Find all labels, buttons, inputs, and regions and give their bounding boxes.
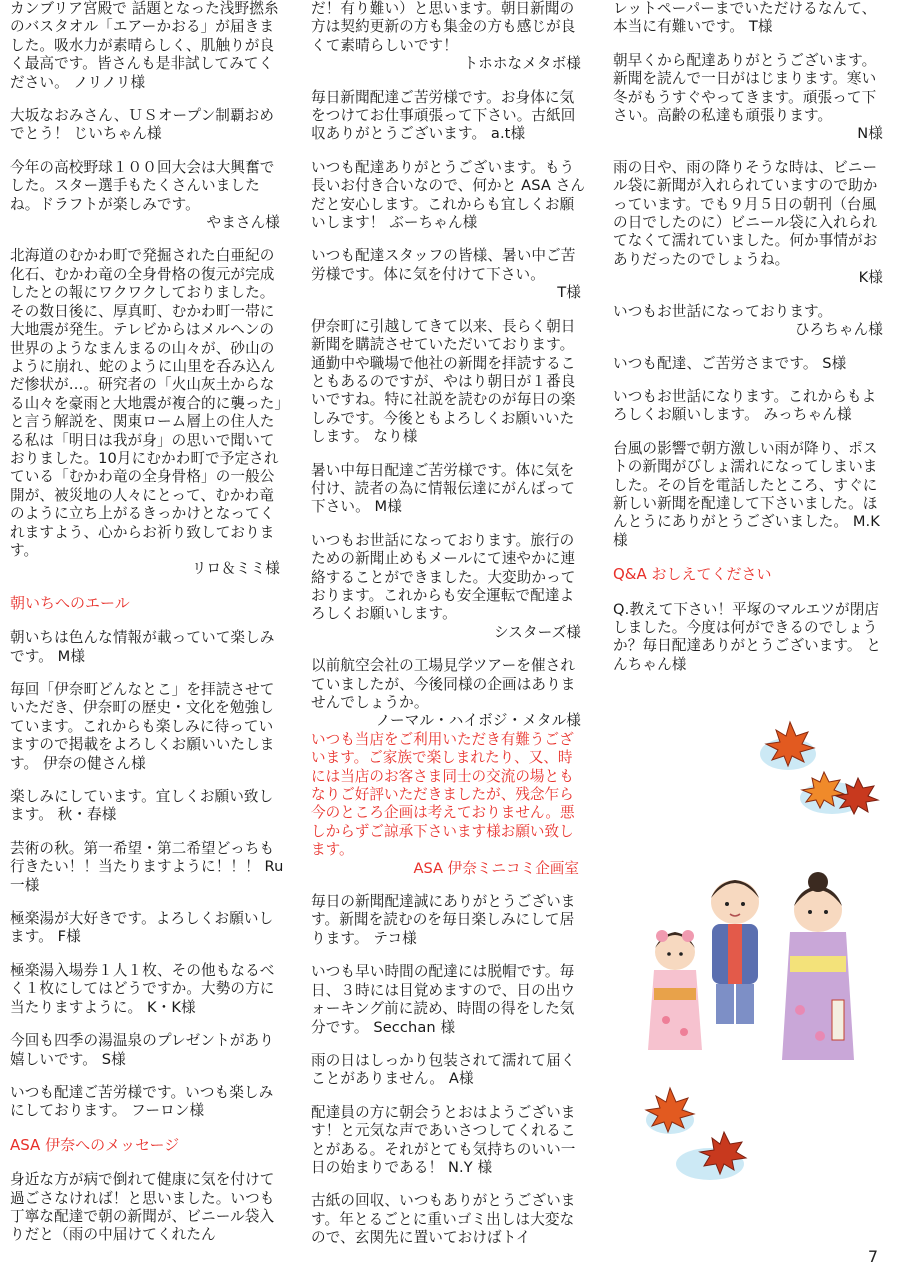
- letter: 極楽湯が大好きです。よろしくお願いします。 F様: [10, 910, 274, 946]
- letter: 毎日新聞配達ご苦労様です。お身体に気をつけてお仕事頑張って下さい。古紙回収ありがとうございます。 a.t様: [311, 88, 576, 143]
- letter: 配達員の方に朝会うとおはようございます！と元気な声であいさつしてくれることがある。それがとても気持ちのいい一日の始まりである！ N.Y 様: [311, 1103, 576, 1176]
- shop-reply: いつも当店をご利用いただき有難うございます。ご家族で楽しまれたり、又、時には当店のお客さま同士の交流の場ともなりご好評いただきましたが、残念乍ら今のところ企画は考えておりません。悪しからずご諒承下さいます様お願い致します。: [311, 730, 575, 859]
- letter-text: いつもお世話になっております。旅行のための新聞止めもメールにて速やかに連絡することができました。大変助かっております。これからも安全運転で配達よろしくお願いします。: [311, 531, 576, 623]
- letter: [10, 247, 286, 578]
- letter-signature: K様: [858, 269, 883, 287]
- letter-signature: ノーマル・ハイボジ・メタル様: [375, 712, 581, 730]
- section-heading-asa-ina-message: ASA 伊奈へのメッセージ: [10, 1135, 180, 1154]
- letter-text: いつもお世話になっております。: [613, 302, 833, 320]
- letter-text: 朝早くから配達ありがとうございます。新聞を読んで一日がはじまります。寒い冬がもうすぐやってきます。頑張って下さい。高齢の私達も頑張ります。: [613, 51, 877, 125]
- letter-signature: ひろちゃん様: [794, 321, 883, 339]
- letter: 極楽湯入場券１人１枚、その他もなるべく１枚にしてはどうですか。大勢の方に当たりますように。 K・K様: [10, 961, 275, 1016]
- letter-text: 雨の日や、雨の降りそうな時は、ビニール袋に新聞が入れられていますので助かっています。でも９月５日の朝刊（台風の日でしたのに）ビニール袋に入れられてなくて濡れていました。何か事情がおありだったのでしょうね。: [613, 158, 878, 268]
- letter: レットペーパーまでいただけるなんて、本当に有難いです。 T様: [613, 0, 877, 36]
- letter: 毎回「伊奈町どんなとこ」を拝読させていただき、伊奈町の歴史・文化を勉強しています。これからも楽しみに待っていますので掲載をよろしくお願いいたします。 伊奈の健さん様: [10, 681, 275, 772]
- letter: 台風の影響で朝方激しい雨が降り、ポストの新聞がびしょ濡れになってしまいました。その旨を電話したところ、すぐに新しい新聞を配達して下さいました。ほんとうにありがとうございました。 M.K様: [613, 439, 880, 549]
- letter: [10, 159, 286, 233]
- letter: 朝いちは色んな情報が載っていて楽しみです。 M様: [10, 629, 275, 665]
- section-heading-qa: Q&A おしえてください: [613, 565, 772, 584]
- letter: いつも配達ありがとうございます。もう長いお付き合いなので、何かと ASA さんだと安心します。これからも宜しくお願いします！ ぶーちゃん様: [311, 158, 586, 232]
- letter: 毎日の新聞配達誠にありがとうございます。新聞を読むのを毎日楽しみにして居ります。 テコ様: [311, 893, 576, 947]
- small-girl-figure: [648, 930, 702, 1050]
- letter: 雨の日はしっかり包装されて濡れて届くことがありません。 A様: [311, 1051, 576, 1088]
- letter: いつも配達ご苦労様です。いつも楽しみにしております。 フーロン様: [10, 1083, 274, 1120]
- older-girl-figure: [782, 872, 854, 1060]
- letter-text: 以前航空会社の工場見学ツアーを催されていましたが、今後同様の企画はありませんでしょうか。: [311, 657, 576, 711]
- maple-leaves-illustration: [750, 712, 880, 822]
- boy-figure: [711, 880, 759, 1024]
- letter: 暑い中毎日配達ご苦労様です。体に気を付け、読者の為に情報伝達にがんばって下さい。 M様: [311, 461, 575, 516]
- letter-signature: リロ＆ミミ様: [191, 560, 280, 578]
- letter-signature: やまさん様: [206, 214, 280, 232]
- letter: [311, 657, 587, 731]
- letter: 大坂なおみさん、ＵＳオープン制覇おめでとう！ じいちゃん様: [10, 107, 275, 143]
- letter: 古紙の回収、いつもありがとうございます。年とるごとに重いゴミ出しは大変なので、玄関先に置いておけばトイ: [311, 1192, 576, 1247]
- letter: いつもお世話になります。これからもよろしくお願いします。 みっちゃん様: [613, 387, 877, 424]
- letter-signature: シスターズ様: [494, 623, 581, 641]
- shop-reply-signature: ASA 伊奈ミニコミ企画室: [413, 859, 579, 877]
- letter: いつも配達、ご苦労さまです。 S様: [613, 354, 847, 372]
- column-3: [613, 0, 889, 689]
- letter: カンブリア宮殿で 話題となった浅野撚糸のバスタオル「エアーかおる」が届きました。吸水力が素晴らしく、肌触りが良く最高です。皆さんも是非試してみてください。 ノリノリ様: [10, 0, 279, 91]
- letter: [613, 52, 889, 144]
- children-kimono-illustration: [640, 860, 890, 1070]
- page-number: 7: [867, 1247, 878, 1266]
- question-and-reply: [311, 657, 587, 878]
- letter-text: だ！有り難い）と思います。朝日新聞の方は契約更新の方も集金の方も感じが良くて素晴らしいです！: [311, 0, 576, 54]
- letter: [311, 247, 587, 302]
- letter-signature: T様: [557, 284, 581, 302]
- column-1: [10, 0, 286, 1245]
- letter-signature: トホホなメタボ様: [463, 55, 581, 73]
- letter: 伊奈町に引越してきて以来、長らく朝日新聞を購読させていただいております。通勤中や職場で他社の新聞を拝読することもあるのですが、やはり朝日が１番良いですね。特に社説を読むのが毎日の楽しみです。今後ともよろしくお願いいたします。 なり様: [311, 317, 576, 446]
- letter: 芸術の秋。第一希望・第二希望どっちも行きたい！！当たりますように！！！ Ru一様: [10, 839, 284, 894]
- letter-text: 北海道のむかわ町で発掘された白亜紀の化石、むかわ竜の全身骨格の復元が完成したとの報にワクワクしておりました。その数日後に、厚真町、むかわ町一帯に大地震が発生。テレビからはメルヘンの世界のようなまんまるの山々が、砂山のように崩れ、蛇のように山里を呑み込んだ惨状が…。研究者の「火山灰土からなる山々を豪雨と大地震が複合的に襲った」と言う解説を、関東ローム層上の住人たる私は「明日は我が身」の思いで聞いておりました。10月にむかわ町で予定されている「むかわ竜の全身骨格」の一般公開が、被災地の人々にとって、むかわ竜のように立ち上がるきっかけとなってくれますよう、心からお祈り致しております。: [10, 247, 282, 559]
- letter: いつも早い時間の配達には脱帽です。毎日、３時には目覚めますので、日の出ウォーキング前に読め、時間の得をした気分です。 Secchan 様: [311, 963, 576, 1036]
- maple-leaves-illustration-2: [640, 1080, 770, 1190]
- letter: 身近な方が病で倒れて健康に気を付けて過ごさなければ！と思いました。いつも丁寧な配達で朝の新聞が、ビニール袋入りだと（雨の中届けてくれたん: [10, 1171, 275, 1244]
- letter: Q.教えて下さい！平塚のマルエツが閉店しました。今度は何ができるのでしょうか？毎日配達ありがとうございます。 とんちゃん様: [613, 600, 882, 673]
- letter: [613, 303, 889, 340]
- letter: 楽しみにしています。宜しくお願い致します。 秋・春様: [10, 788, 274, 824]
- letter-text: いつも配達スタッフの皆様、暑い中ご苦労様です。体に気を付けて下さい。: [311, 247, 576, 283]
- letter-text: 今年の高校野球１００回大会は大興奮でした。スター選手もたくさんいましたね。ドラフトが楽しみです。: [10, 158, 275, 213]
- letter: [311, 0, 587, 74]
- letter-signature: N様: [857, 125, 883, 143]
- letter: [311, 532, 587, 642]
- letter: [613, 159, 889, 288]
- column-2: [311, 0, 587, 1248]
- section-heading-asaichi-yell: 朝いちへのエール: [10, 593, 130, 612]
- letter: 今回も四季の湯温泉のプレゼントがあり嬉しいです。 S様: [10, 1032, 274, 1068]
